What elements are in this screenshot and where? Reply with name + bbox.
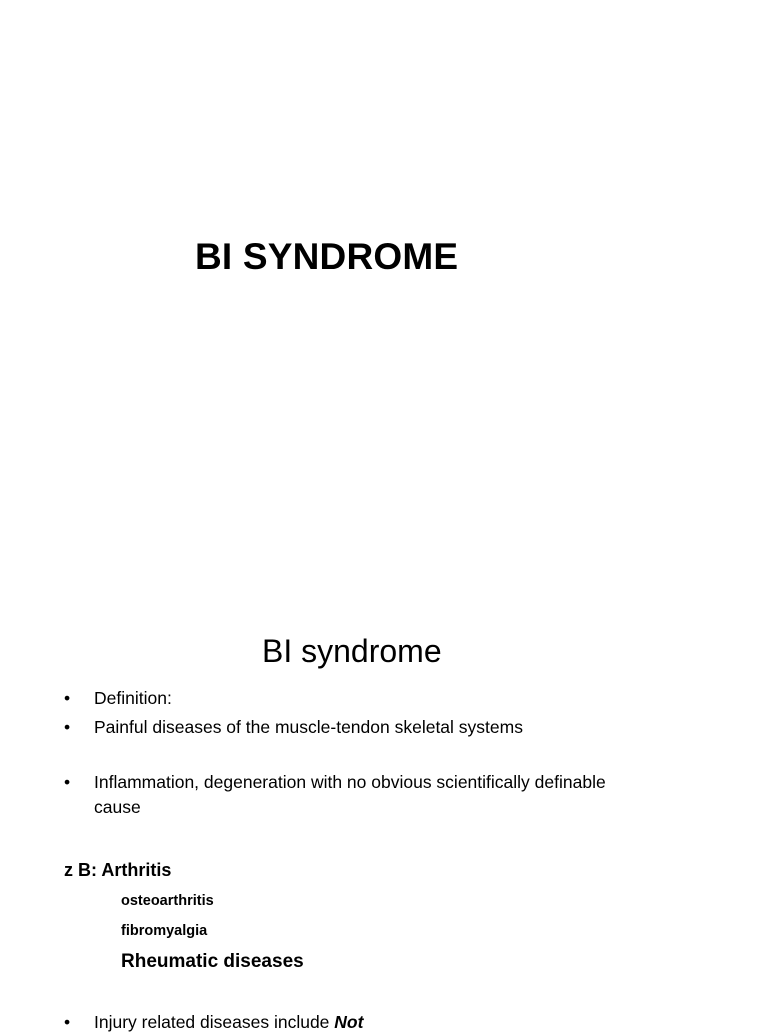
bullet-marker: • xyxy=(64,688,71,708)
bullet-text: Inflammation, degeneration with no obvious scientifically definable cause xyxy=(94,772,606,817)
bullet-definition xyxy=(64,686,172,711)
section-title: BI syndrome xyxy=(262,633,442,669)
bullet-marker: • xyxy=(64,1012,71,1032)
slide-title: BI SYNDROME xyxy=(195,236,459,277)
bullet-text: Painful diseases of the muscle-tendon skeletal systems xyxy=(94,717,523,737)
sub-item-osteoarthritis: osteoarthritis xyxy=(121,893,214,909)
bullet-inflammation xyxy=(64,770,634,820)
bullet-injury-related xyxy=(64,1010,363,1035)
arthritis-heading: z B: Arthritis xyxy=(64,860,172,880)
sub-item-fibromyalgia: fibromyalgia xyxy=(121,923,208,939)
sub-item-rheumatic-diseases: Rheumatic diseases xyxy=(121,951,304,972)
bullet-marker: • xyxy=(64,772,71,792)
bullet-text xyxy=(94,1010,363,1035)
bullet-text-plain: Injury related diseases include xyxy=(94,1012,335,1032)
bullet-painful-diseases xyxy=(64,715,523,740)
bullet-marker: • xyxy=(64,717,71,737)
bullet-text: Definition: xyxy=(94,688,172,708)
bullet-text-emphasis: Not xyxy=(334,1012,364,1032)
